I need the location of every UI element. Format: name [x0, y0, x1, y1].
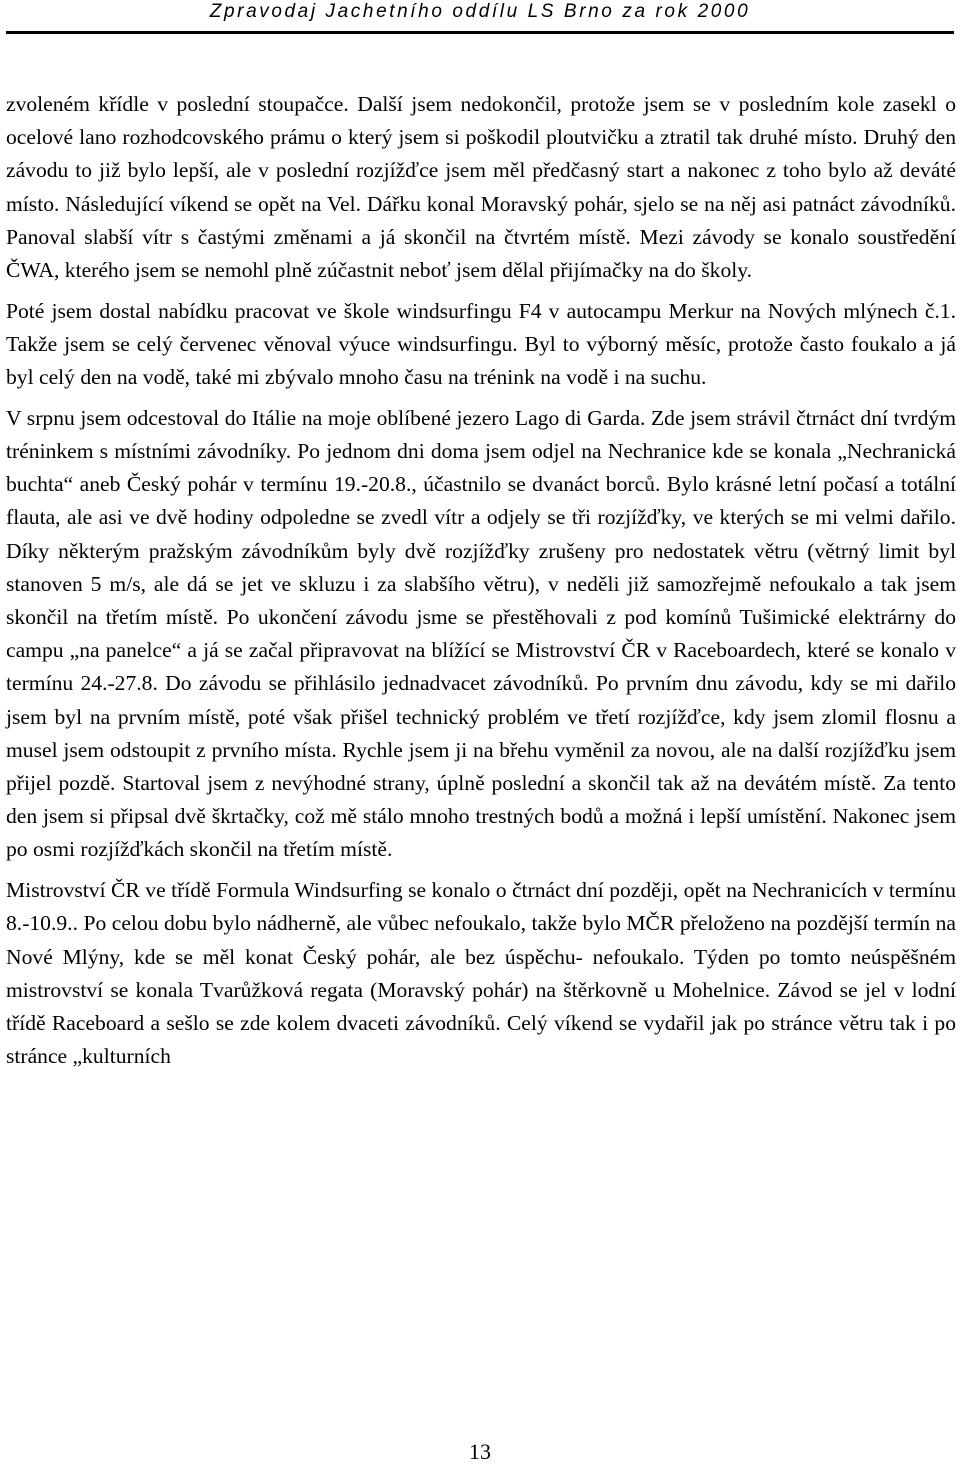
paragraph: Poté jsem dostal nabídku pracovat ve škole windsurfingu F4 v autocampu Merkur na Nových mlýnech č.1. Takže jsem se celý červenec věnoval výuce windsurfingu. Byl to výborný měsíc, protože často foukalo a já byl celý den na vodě, také mi zbývalo mnoho času na trénink na vodě i na suchu.: [6, 298, 956, 390]
paragraph: zvoleném křídle v poslední stoupačce. Další jsem nedokončil, protože jsem se v posledním kole zasekl o ocelové lano rozhodcovského prámu o který jsem si poškodil ploutvičku a ztratil tak druhé místo. Druhý den závodu to již bylo lepší, ale v poslední rozjížďce jsem měl předčasný start a nakonec z toho bylo až deváté místo. Následující víkend se opět na Vel. Dářku konal Moravský pohár, sjelo se na něj asi patnáct závodníků. Panoval slabší vítr s častými změnami a já skončil na čtvrtém místě. Mezi závody se konalo soustředění ČWA, kterého jsem se nemohl plně zúčastnit neboť jsem dělal přijímačky na do školy.: [6, 92, 956, 283]
paragraph: Mistrovství ČR ve třídě Formula Windsurfing se konalo o čtrnáct dní později, opět na Nechranicích v termínu 8.-10.9.. Po celou dobu bylo nádherně, ale vůbec nefoukalo, takže bylo MČR přeloženo na pozdější termín na Nové Mlýny, kde se měl konat Český pohár, ale bez úspěchu- nefoukalo. Týden po tomto neúspěšném mistrovství se konala Tvarůžková regata (Moravský pohár) na štěrkovně u Mohelnice. Závod se jel v lodní třídě Raceboard a sešlo se zde kolem dvaceti závodníků. Celý víkend se vydařil jak po stránce větru tak i po stránce „kulturních: [6, 878, 956, 1069]
header-divider: [6, 31, 954, 34]
paragraph: V srpnu jsem odcestoval do Itálie na moje oblíbené jezero Lago di Garda. Zde jsem strávil čtrnáct dní tvrdým tréninkem s místními závodníky. Po jednom dni doma jsem odjel na Nechranice kde se konala „Nechranická buchta“ aneb Český pohár v termínu 19.-20.8., účastnilo se dvanáct borců. Bylo krásné letní počasí a totální flauta, ale asi ve dvě hodiny odpoledne se zvedl vítr a odjely se tři rozjížďky, ve kterých se mi velmi dařilo. Díky některým pražským závodníkům byly dvě rozjížďky zrušeny pro nedostatek větru (větrný limit byl stanoven 5 m/s, ale dá se jet ve skluzu i za slabšího větru), v neděli již samozřejmě nefoukalo a tak jsem skončil na třetím místě. Po ukončení závodu jsme se přestěhovali z pod komínů Tušimické elektrárny do campu „na panelce“ a já se začal připravovat na blížící se Mistrovství ČR v Raceboardech, které se konalo v termínu 24.-27.8. Do závodu se přihlásilo jednadvacet závodníků. Po prvním dnu závodu, kdy se mi dařilo jsem byl na prvním místě, poté však přišel technický problém ve třetí rozjížďce, kdy jsem zlomil flosnu a musel jsem odstoupit z prvního místa. Rychle jsem ji na břehu vyměnil za novou, ale na další rozjížďku jsem přijel pozdě. Startoval jsem z nevýhodné strany, úplně poslední a skončil tak až na devátém místě. Za tento den jsem si připsal dvě škrtačky, což mě stálo mnoho trestných bodů a možná i lepší umístění. Nakonec jsem po osmi rozjížďkách skončil na třetím místě.: [6, 405, 956, 862]
header-title: Zpravodaj Jachetního oddílu LS Brno za rok 2000: [209, 1, 751, 22]
page-number: [0, 1440, 960, 1464]
page-header: [0, 0, 960, 24]
article-body: [6, 88, 956, 1081]
page-number-label: 13: [469, 1439, 491, 1464]
